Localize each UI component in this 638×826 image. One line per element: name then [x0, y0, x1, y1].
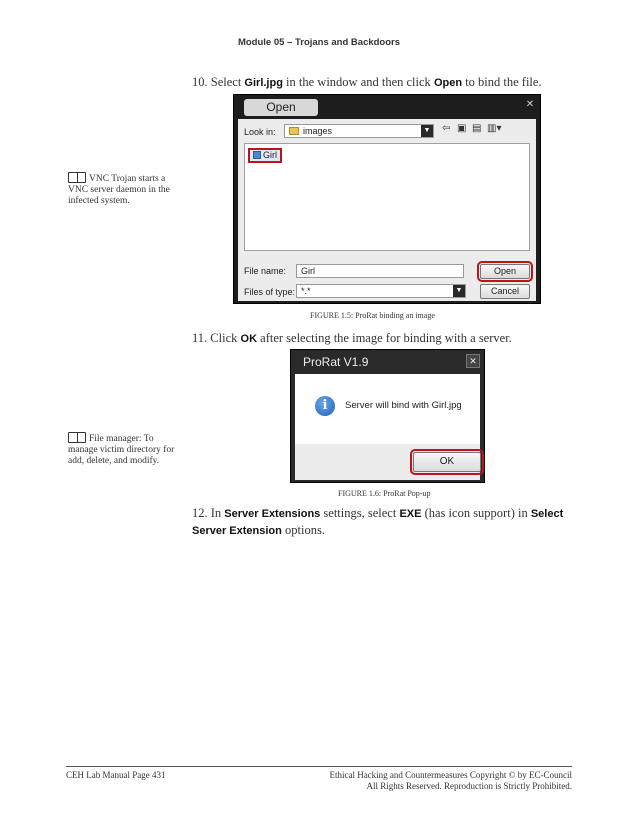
step-number: 10. — [192, 75, 208, 89]
figure-caption: FIGURE 1.6: ProRat Pop-up — [338, 489, 431, 498]
side-note-vnc — [68, 172, 178, 207]
look-in-combo[interactable] — [284, 124, 434, 138]
look-in-label: Look in: — [244, 127, 276, 137]
image-file-icon — [253, 151, 261, 159]
note-text: VNC Trojan starts a VNC server daemon in the infected system. — [68, 174, 170, 206]
step-keyword: Select Server Extension — [192, 508, 564, 537]
page-header: Module 05 – Trojans and Backdoors — [237, 37, 401, 48]
files-of-type-label: Files of type: — [244, 287, 296, 297]
step-text: options. — [281, 523, 325, 537]
dialog-footer — [295, 444, 480, 480]
step-text: to bind the file. — [462, 75, 542, 89]
footer-copyright — [329, 770, 572, 792]
step-text: in the window and then click — [282, 75, 434, 89]
open-dialog — [233, 94, 541, 304]
step-11 — [192, 330, 572, 347]
open-button[interactable]: Open — [480, 264, 530, 279]
rights-line: All Rights Reserved. Reproduction is Strictly Prohibited. — [366, 781, 572, 791]
note-text: File manager: To manage victim directory for add, delete, and modify. — [68, 434, 175, 466]
step-keyword: OK — [240, 333, 258, 345]
step-text: Click — [210, 331, 241, 345]
prorat-popup — [290, 349, 485, 483]
files-of-type-select[interactable] — [296, 284, 466, 298]
files-of-type-value: *.* — [301, 286, 311, 296]
step-12 — [192, 505, 572, 539]
step-keyword: EXE — [399, 508, 422, 520]
dialog-body — [238, 119, 536, 301]
step-text: settings, select — [320, 506, 400, 520]
new-folder-icon[interactable]: ▤ — [472, 123, 482, 134]
step-number: 12. — [192, 506, 208, 520]
look-in-value: images — [303, 126, 333, 136]
step-text: after selecting the image for binding with a server. — [257, 331, 512, 345]
close-icon[interactable]: ✕ — [466, 354, 480, 368]
dialog-title: Open — [244, 99, 318, 116]
folder-icon — [289, 127, 299, 135]
close-icon[interactable]: ✕ — [525, 99, 535, 110]
popup-message: Server will bind with Girl.jpg — [345, 400, 462, 411]
cancel-button[interactable]: Cancel — [480, 284, 530, 299]
view-menu-icon[interactable]: ▥▾ — [487, 123, 502, 134]
footer-divider — [66, 766, 572, 767]
step-text: In — [210, 506, 225, 520]
step-text: (has icon support) in — [421, 506, 531, 520]
info-icon: i — [315, 396, 335, 416]
file-list[interactable] — [244, 143, 530, 251]
step-text: Select — [210, 75, 245, 89]
file-item-label: Girl — [263, 150, 277, 160]
ok-button[interactable]: OK — [413, 452, 481, 472]
file-item-girl[interactable] — [248, 148, 282, 163]
footer-page-label: CEH Lab Manual Page 431 — [66, 770, 166, 780]
step-number: 11. — [192, 331, 208, 345]
file-name-label: File name: — [244, 266, 287, 276]
step-keyword: Open — [433, 77, 463, 89]
step-keyword: Server Extensions — [224, 508, 321, 520]
up-folder-icon[interactable]: ▣ — [457, 123, 467, 134]
book-icon — [68, 432, 86, 443]
step-10 — [192, 74, 572, 91]
message-area — [295, 374, 480, 444]
chevron-down-icon[interactable]: ▼ — [421, 125, 433, 137]
figure-caption: FIGURE 1.5: ProRat binding an image — [310, 311, 435, 320]
back-icon[interactable]: ⇦ — [442, 123, 451, 134]
step-keyword: Girl.jpg — [244, 77, 283, 89]
side-note-file-manager — [68, 432, 178, 467]
chevron-down-icon[interactable]: ▼ — [453, 285, 465, 297]
copyright-line: Ethical Hacking and Countermeasures Copyright © by EC-Council — [329, 770, 572, 780]
book-icon — [68, 172, 86, 183]
file-name-input[interactable]: Girl — [296, 264, 464, 278]
dialog-title: ProRat V1.9 — [303, 355, 369, 369]
